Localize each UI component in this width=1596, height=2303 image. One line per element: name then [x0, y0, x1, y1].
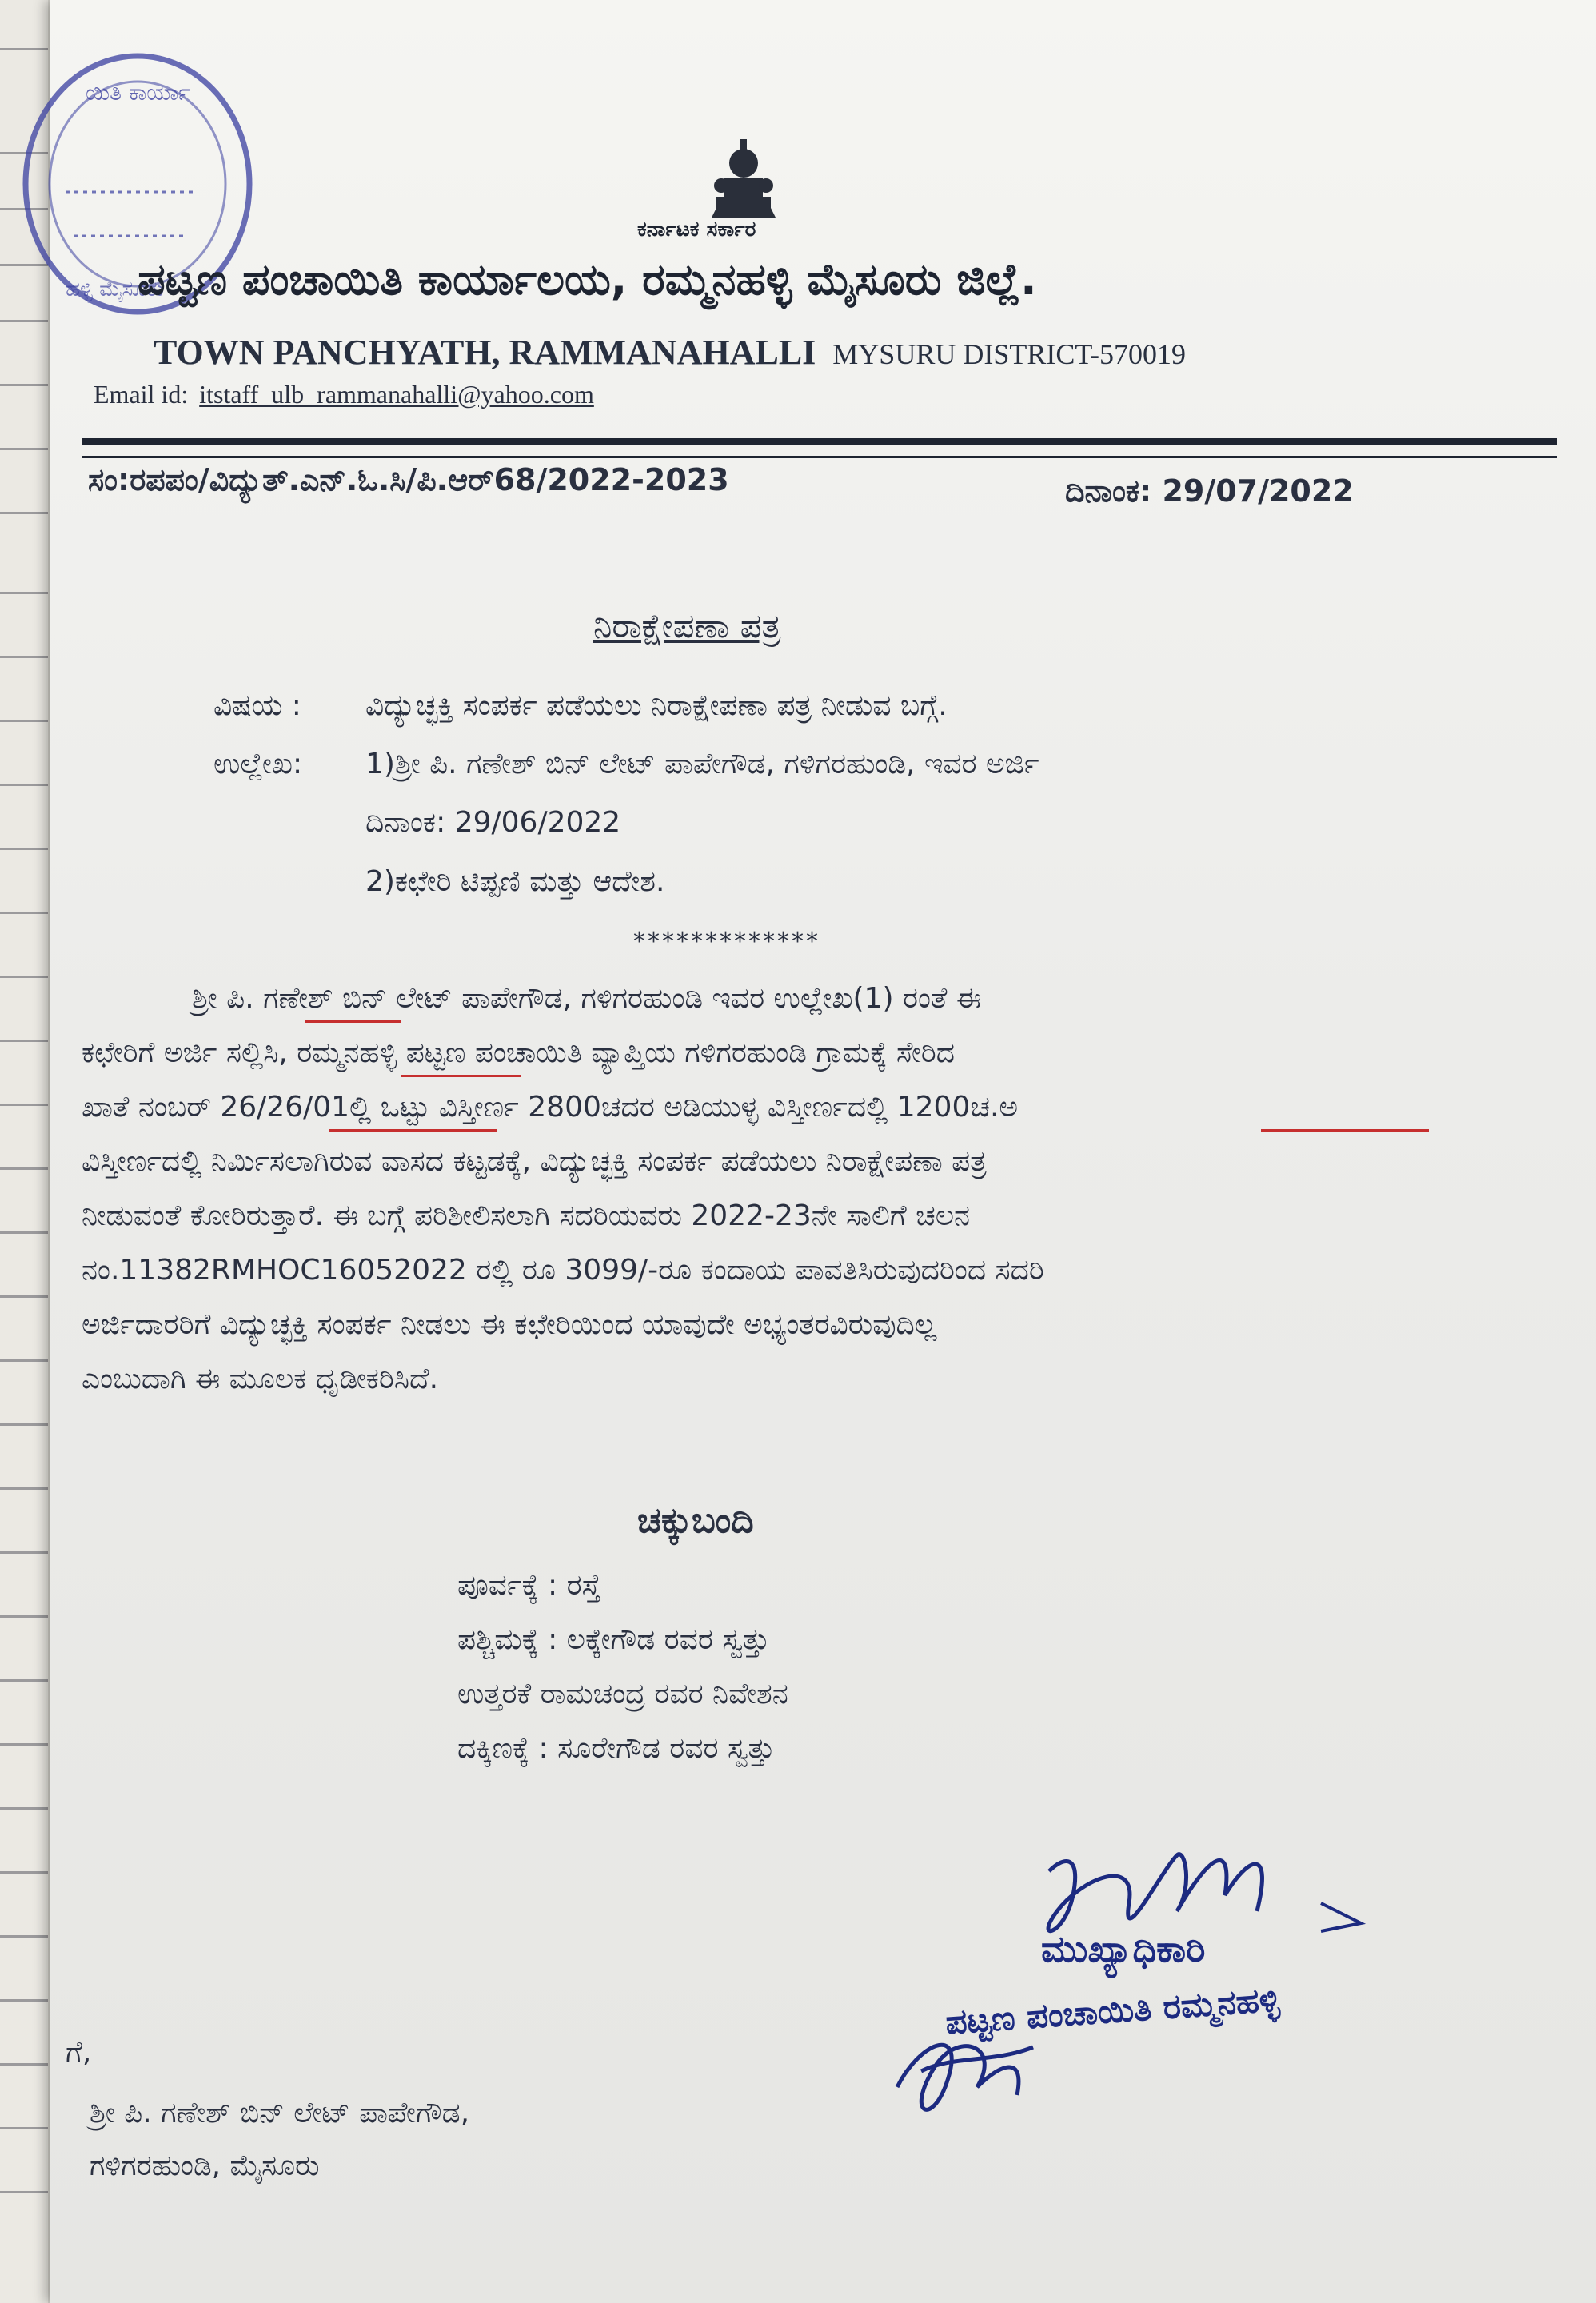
body-line-6: ನಂ.11382RMHOC16052022 ರಲ್ಲಿ ರೂ 3099/-ರೂ ಕಂದಾಯ ಪಾವತಿಸಿರುವುದರಿಂದ ಸದರಿ [82, 1254, 1044, 1287]
office-district: MYSURU DISTRICT-570019 [832, 338, 1187, 370]
karnataka-emblem-icon [705, 134, 782, 224]
subject-text: ವಿದ್ಯುಚ್ಛಕ್ತಿ ಸಂಪರ್ಕ ಪಡೆಯಲು ನಿರಾಕ್ಷೇಪಣಾ ಪತ್ರ ನೀಡುವ ಬಗ್ಗೆ. [365, 689, 948, 722]
red-underline [329, 1129, 497, 1132]
underlying-page [0, 0, 48, 2303]
reference-item-2: 2)ಕಛೇರಿ ಟಿಪ್ಪಣಿ ಮತ್ತು ಆದೇಶ. [365, 865, 665, 898]
body-line-7: ಅರ್ಜಿದಾರರಿಗೆ ವಿದ್ಯುಚ್ಛಕ್ತಿ ಸಂಪರ್ಕ ನೀಡಲು ಈ ಕಛೇರಿಯಿಂದ ಯಾವುದೇ ಅಭ್ಯಂತರವಿರುವುದಿಲ್ಲ [82, 1308, 937, 1341]
body-line-3: ಖಾತೆ ನಂಬರ್ 26/26/01ಲ್ಲಿ ಒಟ್ಟು ವಿಸ್ತೀರ್ಣ 2800ಚದರ ಅಡಿಯುಳ್ಳ ವಿಸ್ತೀರ್ಣದಲ್ಲಿ 1200ಚ.ಅ [82, 1091, 1019, 1124]
signatory-designation: ಮುಖ್ಯಾಧಿಕಾರಿ [1041, 1927, 1206, 1970]
subject-label: ವಿಷಯ : [213, 689, 301, 722]
header-divider-thick [82, 438, 1557, 445]
separator-stars: ************* [633, 928, 820, 956]
govt-of-karnataka-text: ಕರ್ನಾಟಕ ಸರ್ಕಾರ [637, 218, 756, 241]
email-address[interactable]: itstaff_ulb_rammanahalli@yahoo.com [199, 380, 594, 409]
boundary-west: ಪಶ್ಚಿಮಕ್ಕೆ : ಲಕ್ಕೇಗೌಡ ರವರ ಸ್ವತ್ತು [457, 1623, 770, 1656]
header-divider-thin [82, 456, 1557, 458]
signatory-office: ಪಟ್ಟಣ ಪಂಚಾಯಿತಿ ರಮ್ಮನಹಳ್ಳಿ [944, 1979, 1281, 2042]
svg-text:ಯಿತಿ ಕಾರ್ಯಾ: ಯಿತಿ ಕಾರ್ಯಾ [86, 79, 190, 106]
boundary-east: ಪೂರ್ವಕ್ಕೆ : ರಸ್ತೆ [457, 1569, 601, 1602]
reference-number: ಸಂ:ರಪಪಂ/ವಿದ್ಯುತ್.ಎನ್.ಓ.ಸಿ/ಪಿ.ಆರ್68/2022-2023 [88, 462, 729, 497]
email-label: Email id: [94, 380, 189, 409]
red-underline [401, 1075, 521, 1077]
to-label: ಗೆ, [66, 2036, 92, 2069]
email-line [94, 380, 594, 409]
officer-signature [873, 1823, 1449, 2143]
body-line-5: ನೀಡುವಂತೆ ಕೋರಿರುತ್ತಾರೆ. ಈ ಬಗ್ಗೆ ಪರಿಶೀಲಿಸಲಾಗಿ ಸದರಿಯವರು 2022-23ನೇ ಸಾಲಿಗೆ ಚಲನ [82, 1199, 971, 1232]
document-page [50, 0, 1596, 2303]
office-name-english-main: TOWN PANCHYATH, RAMMANAHALLI [154, 333, 816, 372]
red-underline [305, 1020, 401, 1023]
addressee-place: ಗಳಿಗರಹುಂಡಿ, ಮೈಸೂರು [90, 2149, 320, 2182]
reference-label: ಉಲ್ಲೇಖ: [213, 748, 303, 780]
office-name-kannada: ಪಟ್ಟಣ ಪಂಚಾಯಿತಿ ಕಾರ್ಯಾಲಯ, ರಮ್ಮನಹಳ್ಳಿ ಮೈಸೂರು ಜಿಲ್ಲೆ. [138, 254, 1037, 305]
document-title: ನಿರಾಕ್ಷೇಪಣಾ ಪತ್ರ [593, 606, 781, 645]
office-name-english [154, 332, 1186, 373]
body-line-1: ಶ್ರೀ ಪಿ. ಗಣೇಶ್ ಬಿನ್ ಲೇಟ್ ಪಾಪೇಗೌಡ, ಗಳಿಗರಹುಂಡಿ ಇವರ ಉಲ್ಲೇಖ(1) ರಂತೆ ಈ [192, 982, 982, 1015]
reference-item-1: 1)ಶ್ರೀ ಪಿ. ಗಣೇಶ್ ಬಿನ್ ಲೇಟ್ ಪಾಪೇಗೌಡ, ಗಳಿಗರಹುಂಡಿ, ಇವರ ಅರ್ಜಿ [365, 748, 1039, 780]
reference-item-1-date: ದಿನಾಂಕ: 29/06/2022 [365, 806, 621, 839]
boundary-south: ದಕ್ಕಿಣಕ್ಕೆ : ಸೂರೇಗೌಡ ರವರ ಸ್ವತ್ತು [457, 1732, 776, 1765]
body-line-2: ಕಛೇರಿಗೆ ಅರ್ಜಿ ಸಲ್ಲಿಸಿ, ರಮ್ಮನಹಳ್ಳಿ ಪಟ್ಟಣ ಪಂಚಾಯಿತಿ ವ್ಯಾಪ್ತಿಯ ಗಳಿಗರಹುಂಡಿ ಗ್ರಾಮಕ್ಕೆ ಸೇರಿದ [82, 1036, 956, 1069]
boundaries-title: ಚಕ್ಕುಬಂದಿ [637, 1500, 754, 1541]
body-line-4: ವಿಸ್ತೀರ್ಣದಲ್ಲಿ ನಿರ್ಮಿಸಲಾಗಿರುವ ವಾಸದ ಕಟ್ಟಡಕ್ಕೆ, ವಿದ್ಯುಚ್ಛಕ್ತಿ ಸಂಪರ್ಕ ಪಡೆಯಲು ನಿರಾಕ್ಷೇಪಣಾ ಪತ್ರ [82, 1145, 987, 1178]
addressee-name: ಶ್ರೀ ಪಿ. ಗಣೇಶ್ ಬಿನ್ ಲೇಟ್ ಪಾಪೇಗೌಡ, [90, 2097, 470, 2129]
boundary-north: ಉತ್ತರಕೆ ರಾಮಚಂದ್ರ ರವರ ನಿವೇಶನ [457, 1678, 788, 1710]
red-underline [1261, 1129, 1429, 1132]
body-line-8: ಎಂಬುದಾಗಿ ಈ ಮೂಲಕ ಧೃಡೀಕರಿಸಿದೆ. [82, 1363, 439, 1395]
svg-text:ಹಳ್ಳಿ ಮೈಸೂರು: ಹಳ್ಳಿ ಮೈಸೂರು [66, 277, 164, 301]
letter-date: ದಿನಾಂಕ: 29/07/2022 [1065, 473, 1354, 509]
